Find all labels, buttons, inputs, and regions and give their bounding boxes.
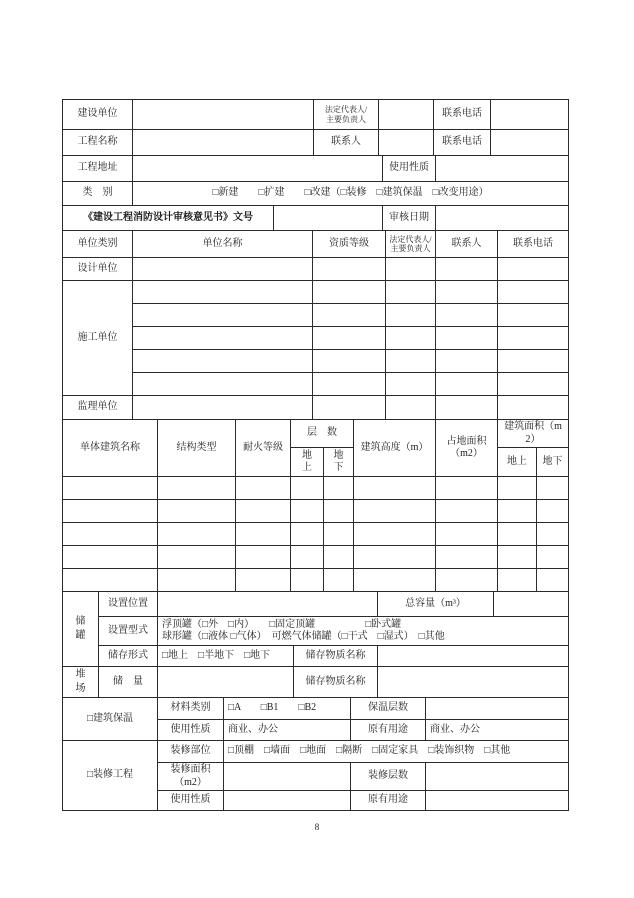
construction-unit-legal-rep-input — [386, 281, 436, 304]
builder-phone-label: 联系电话 — [434, 100, 491, 130]
floors-below-input — [324, 546, 354, 569]
building-row — [63, 523, 569, 546]
construction-unit-legal-rep-input — [386, 327, 436, 350]
footprint-area-input — [436, 546, 498, 569]
construction-unit-name-input — [133, 373, 313, 396]
supervision-unit-qualification-input — [313, 396, 386, 420]
building-row — [63, 546, 569, 569]
construction-unit-name-input — [133, 350, 313, 373]
insulation-material-checkbox-row: □A □B1 □B2 — [224, 698, 351, 720]
page-number: 8 — [314, 822, 320, 832]
unit-name-header: 单位名称 — [133, 231, 313, 258]
fire-rating-header: 耐火等级 — [236, 420, 291, 477]
structure-type-header: 结构类型 — [158, 420, 236, 477]
footprint-area-input — [436, 500, 498, 523]
decoration-usage-label: 使用性质 — [158, 791, 224, 811]
floors-above-input — [291, 523, 324, 546]
yard-quantity-label: 储 量 — [99, 667, 158, 698]
builder-legal-rep-input — [379, 100, 434, 130]
building-row — [63, 500, 569, 523]
fire-rating-input — [236, 477, 291, 500]
supervision-unit-phone-input — [498, 396, 569, 420]
section-units — [62, 230, 569, 420]
legal-rep-label — [314, 100, 379, 130]
construction-unit-label: 施工单位 — [63, 281, 133, 396]
building-height-input — [354, 569, 436, 592]
floors-header: 层 数 — [291, 420, 354, 448]
construction-unit-qualification-input — [313, 350, 386, 373]
floors-below-header — [324, 448, 354, 477]
yard-section-label-text: 堆场 — [75, 669, 86, 694]
insulation-material-label: 材料类别 — [158, 698, 224, 720]
contact-person-input — [379, 130, 434, 156]
tank-storage-form-checkbox-row: □地上 □半地下 □地下 — [158, 646, 294, 667]
tank-substance-input — [378, 646, 569, 667]
fire-rating-input — [236, 569, 291, 592]
area-above-input — [498, 477, 537, 500]
unit-type-header: 单位类别 — [63, 231, 133, 258]
area-above-input — [498, 523, 537, 546]
builder-label: 建设单位 — [63, 100, 133, 130]
floors-above-input — [291, 546, 324, 569]
review-doc-label: 《建设工程消防设计审核意见书》文号 — [63, 206, 274, 231]
structure-type-input — [158, 569, 236, 592]
area-below-input — [537, 477, 569, 500]
tank-type-checkbox-row — [158, 617, 569, 646]
building-name-input — [63, 569, 158, 592]
section-tank-yard — [62, 591, 569, 698]
insulation-original-use-label: 原有用途 — [351, 720, 426, 741]
tank-substance-label: 储存物质名称 — [294, 646, 378, 667]
building-name-input — [63, 523, 158, 546]
construction-unit-phone-input — [498, 304, 569, 327]
project-address-label: 工程地址 — [63, 156, 133, 182]
decoration-floors-input — [426, 763, 569, 791]
design-unit-label: 设计单位 — [63, 258, 133, 281]
area-below-input — [537, 569, 569, 592]
floors-above-input — [291, 569, 324, 592]
usage-nature-input — [436, 156, 569, 182]
construction-unit-contact-input — [436, 350, 498, 373]
fire-rating-input — [236, 523, 291, 546]
floors-below-input — [324, 523, 354, 546]
review-date-input — [436, 206, 569, 231]
area-above-header: 地上 — [498, 448, 537, 477]
construction-unit-phone-input — [498, 350, 569, 373]
insulation-usage-value: 商业、办公 — [224, 720, 351, 741]
floors-above-header-text: 地上 — [302, 450, 312, 473]
floors-below-header-text: 地下 — [333, 450, 344, 473]
building-row — [63, 569, 569, 592]
building-name-input — [63, 546, 158, 569]
supervision-unit-label: 监理单位 — [63, 396, 133, 420]
area-below-input — [537, 546, 569, 569]
floors-below-input — [324, 477, 354, 500]
area-below-input — [537, 523, 569, 546]
construction-unit-phone-input — [498, 373, 569, 396]
floor-area-header: 建筑面积（m2） — [498, 420, 569, 448]
tank-position-label: 设置位置 — [99, 592, 158, 617]
construction-unit-name-input — [133, 281, 313, 304]
construction-unit-qualification-input — [313, 304, 386, 327]
tank-position-input — [158, 592, 378, 617]
usage-nature-label: 使用性质 — [383, 156, 436, 182]
tank-section-label-text: 储罐 — [75, 616, 86, 641]
unit-legal-rep-header — [386, 231, 436, 258]
floors-above-input — [291, 500, 324, 523]
area-above-input — [498, 569, 537, 592]
supervision-unit-name-input — [133, 396, 313, 420]
construction-unit-legal-rep-input — [386, 373, 436, 396]
construction-unit-qualification-input — [313, 373, 386, 396]
yard-substance-label: 储存物质名称 — [294, 667, 378, 698]
structure-type-input — [158, 477, 236, 500]
footprint-area-input — [436, 523, 498, 546]
area-above-input — [498, 500, 537, 523]
building-row — [63, 477, 569, 500]
builder-name-input — [133, 100, 314, 130]
tank-type-label: 设置型式 — [99, 617, 158, 646]
structure-type-input — [158, 546, 236, 569]
building-name-input — [63, 500, 158, 523]
tank-section-label — [63, 592, 99, 667]
construction-unit-phone-input — [498, 327, 569, 350]
decoration-area-label-text: 装修面积（m2） — [170, 764, 211, 788]
design-unit-contact-input — [436, 258, 498, 281]
decoration-original-use-input — [426, 791, 569, 811]
project-address-input — [133, 156, 383, 182]
contact-label: 联系人 — [314, 130, 379, 156]
construction-unit-contact-input — [436, 281, 498, 304]
building-name-header: 单体建筑名称 — [63, 420, 158, 477]
tank-storage-form-label: 储存形式 — [99, 646, 158, 667]
yard-substance-input — [378, 667, 569, 698]
section-address — [62, 155, 569, 182]
construction-unit-name-input — [133, 327, 313, 350]
area-below-header: 地下 — [537, 448, 569, 477]
tank-type-line1: 浮顶罐（□外 □内） □固定顶罐 □卧式罐 — [162, 618, 402, 630]
legal-rep-label-text: 法定代表人/主要负责人 — [324, 105, 368, 124]
decoration-parts-checkbox-row: □顶棚 □墙面 □地面 □隔断 □固定家具 □装饰织物 □其他 — [224, 741, 569, 763]
insulation-section-checkbox-label: □建筑保温 — [63, 698, 158, 741]
project-name-input — [133, 130, 314, 156]
footprint-area-input — [436, 569, 498, 592]
construction-unit-name-input — [133, 304, 313, 327]
unit-phone-header: 联系电话 — [498, 231, 569, 258]
construction-unit-qualification-input — [313, 327, 386, 350]
section-review-doc — [62, 205, 569, 231]
contact-phone-label: 联系电话 — [434, 130, 491, 156]
project-name-label: 工程名称 — [63, 130, 133, 156]
floors-above-header — [291, 448, 324, 477]
design-unit-qualification-input — [313, 258, 386, 281]
contact-phone-input — [491, 130, 569, 156]
insulation-layers-label: 保温层数 — [351, 698, 426, 720]
construction-unit-contact-input — [436, 327, 498, 350]
fire-safety-form — [62, 99, 570, 811]
decoration-usage-input — [224, 791, 351, 811]
building-height-input — [354, 546, 436, 569]
section-buildings — [62, 419, 569, 592]
section-general-top — [62, 99, 569, 156]
decoration-parts-label: 装修部位 — [158, 741, 224, 763]
building-height-input — [354, 523, 436, 546]
yard-section-label — [63, 667, 99, 698]
construction-unit-legal-rep-input — [386, 304, 436, 327]
fire-rating-input — [236, 546, 291, 569]
review-doc-number-input — [274, 206, 383, 231]
design-unit-name-input — [133, 258, 313, 281]
building-height-input — [354, 477, 436, 500]
builder-phone-input — [491, 100, 569, 130]
building-height-input — [354, 500, 436, 523]
design-unit-phone-input — [498, 258, 569, 281]
construction-unit-contact-input — [436, 304, 498, 327]
section-category — [62, 181, 569, 206]
design-unit-legal-rep-input — [386, 258, 436, 281]
construction-unit-contact-input — [436, 373, 498, 396]
review-date-label: 审核日期 — [383, 206, 436, 231]
area-above-input — [498, 546, 537, 569]
yard-quantity-input — [158, 667, 294, 698]
tank-capacity-input — [494, 592, 569, 617]
fire-rating-input — [236, 500, 291, 523]
tank-type-line2: 球形罐（□液体 □气体） 可燃气体储罐（□干式 □湿式） □其他 — [162, 631, 445, 642]
footprint-area-input — [436, 477, 498, 500]
construction-unit-qualification-input — [313, 281, 386, 304]
section-insulation-decoration — [62, 697, 569, 811]
floors-below-input — [324, 569, 354, 592]
decoration-floors-label: 装修层数 — [351, 763, 426, 791]
construction-unit-phone-input — [498, 281, 569, 304]
tank-capacity-label: 总容量（m³） — [378, 592, 494, 617]
building-name-input — [63, 477, 158, 500]
floors-below-input — [324, 500, 354, 523]
category-label: 类 别 — [63, 182, 133, 206]
insulation-layers-input — [426, 698, 569, 720]
unit-qualification-header: 资质等级 — [313, 231, 386, 258]
floors-above-input — [291, 477, 324, 500]
building-height-header: 建筑高度（m） — [354, 420, 436, 477]
decoration-area-label — [158, 763, 224, 791]
decoration-area-input — [224, 763, 351, 791]
category-checkbox-row: □新建 □扩建 □改建（□装修 □建筑保温 □改变用途） — [133, 182, 569, 206]
insulation-usage-label: 使用性质 — [158, 720, 224, 741]
supervision-unit-legal-rep-input — [386, 396, 436, 420]
unit-legal-rep-header-text: 法定代表人/主要负责人 — [389, 234, 432, 253]
insulation-original-use-value: 商业、办公 — [426, 720, 569, 741]
construction-unit-legal-rep-input — [386, 350, 436, 373]
structure-type-input — [158, 500, 236, 523]
decoration-section-checkbox-label: □装修工程 — [63, 741, 158, 811]
decoration-original-use-label: 原有用途 — [351, 791, 426, 811]
footprint-area-header: 占地面积（m2） — [436, 420, 498, 477]
area-below-input — [537, 500, 569, 523]
structure-type-input — [158, 523, 236, 546]
unit-contact-header: 联系人 — [436, 231, 498, 258]
supervision-unit-contact-input — [436, 396, 498, 420]
